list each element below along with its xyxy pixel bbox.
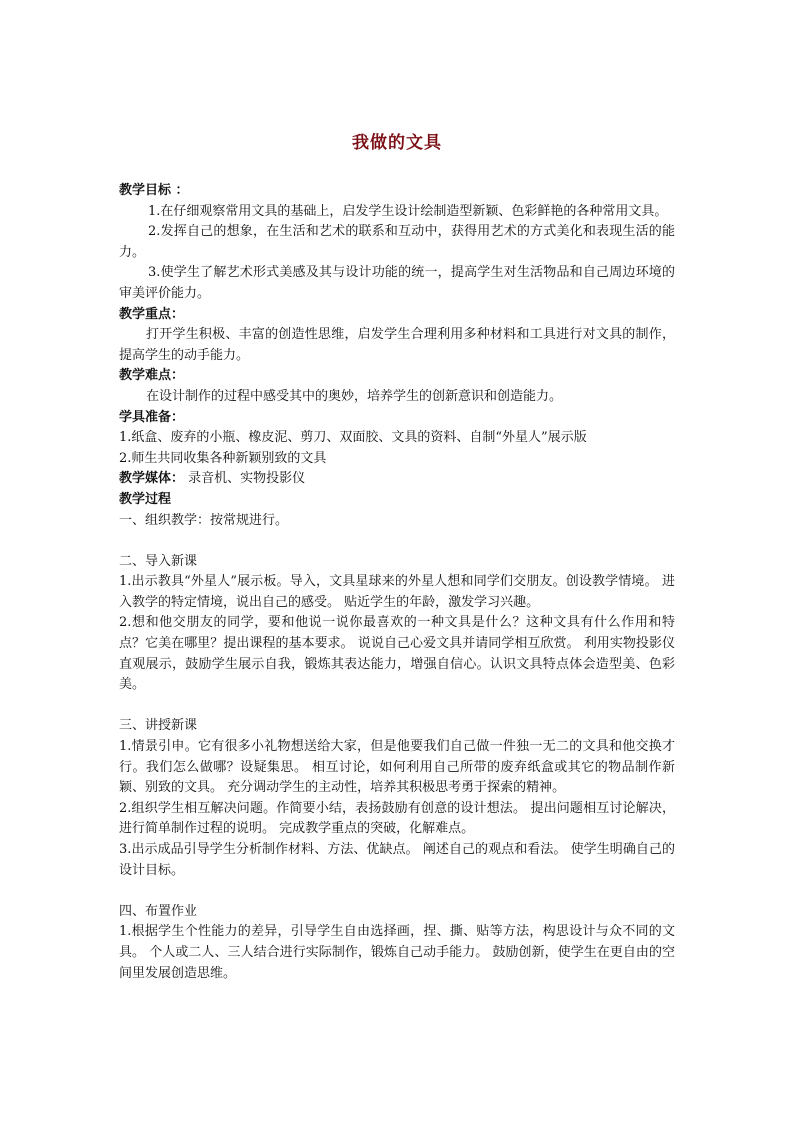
section-item: 2.想和他交朋友的同学，要和他说一说你最喜欢的一种文具是什么？这种文具有什么作用和特点？它美在哪里？提出课程的基本要求。 说说自己心爱文具并请同学相互欣赏。 利用实物投影仪直观展示，鼓励学生展示自我，锻炼其表达能力，增强自信心。认识文具特点体会造型美、色彩美。 — [119, 615, 675, 693]
objective-item: 1.在仔细观察常用文具的基础上，启发学生设计绘制造型新颖、色彩鲜艳的各种常用文具。 — [148, 203, 668, 219]
objectives-heading: 教学目标 ： — [119, 183, 189, 198]
section-title: 四、布置作业 — [119, 903, 198, 919]
page-title: 我做的文具 — [352, 133, 442, 153]
section-title: 二、导入新课 — [119, 553, 198, 569]
difficulties-text: 在设计制作的过程中感受其中的奥妙，培养学生的创新意识和创造能力。 — [146, 388, 563, 404]
media-heading: 教学媒体： — [119, 471, 185, 487]
materials-heading: 学具准备： — [119, 409, 185, 425]
section-item: 1.根据学生个性能力的差异，引导学生自由选择画，捏、撕、贴等方法，构思设计与众不同的文具。 个人或二人、三人结合进行实际制作，锻炼自己动手能力。 鼓励创新，使学生在更自由的空间里发展创造思维。 — [119, 924, 675, 981]
media-text: 录音机、实物投影仪 — [184, 471, 306, 487]
materials-item: 1.纸盒、废弃的小瓶、橡皮泥、剪刀、双面胶、文具的资料、自制“外星人”展示版 — [119, 430, 587, 446]
blank-line — [119, 696, 675, 717]
objective-item: 2.发挥自己的想象，在生活和艺术的联系和互动中，获得用艺术的方式美化和表现生活的能力。 — [119, 224, 675, 260]
materials-item: 2.师生共同收集各种新颖别致的文具 — [119, 450, 327, 466]
section-item: 1.出示教具“外星人”展示板。导入，文具星球来的外星人想和同学们交朋友。创设教学情境。 进入教学的特定情境，说出自己的感受。 贴近学生的年龄，激发学习兴趣。 — [119, 574, 675, 610]
section-title: 一、组织教学：按常规进行。 — [119, 512, 289, 528]
media-line — [119, 469, 675, 490]
blank-line — [119, 881, 675, 902]
difficulties-heading: 教学难点： — [119, 368, 185, 384]
key-points-text: 打开学生积极、丰富的创造性思维，启发学生合理利用多种材料和工具进行对文具的制作，提高学生的动手能力。 — [119, 327, 675, 363]
section-item: 1.情景引申。它有很多小礼物想送给大家，但是他要我们自己做一件独一无二的文具和他交换才行。我们怎么做哪？设疑集思。 相互讨论，如何利用自己所带的废弃纸盒或其它的物品制作新颖、别致的文具。 充分调动学生的主动性，培养其积极思考勇于探索的精神。 — [119, 739, 675, 796]
process-heading: 教学过程 — [119, 491, 172, 507]
key-points-heading: 教学重点： — [119, 306, 185, 322]
section-item: 3.出示成品引导学生分析制作材料、方法、优缺点。 阐述自己的观点和看法。 使学生明确自己的设计目标。 — [119, 842, 675, 878]
blank-line — [119, 531, 675, 552]
objective-item: 3.使学生了解艺术形式美感及其与设计功能的统一，提高学生对生活物品和自己周边环境的审美评价能力。 — [119, 265, 675, 301]
section-title: 三、讲授新课 — [119, 718, 198, 734]
document-body — [119, 181, 675, 984]
section-item: 2.组织学生相互解决问题。作简要小结，表扬鼓励有创意的设计想法。 提出问题相互讨论解决，进行简单制作过程的说明。 完成教学重点的突破，化解难点。 — [119, 800, 675, 837]
